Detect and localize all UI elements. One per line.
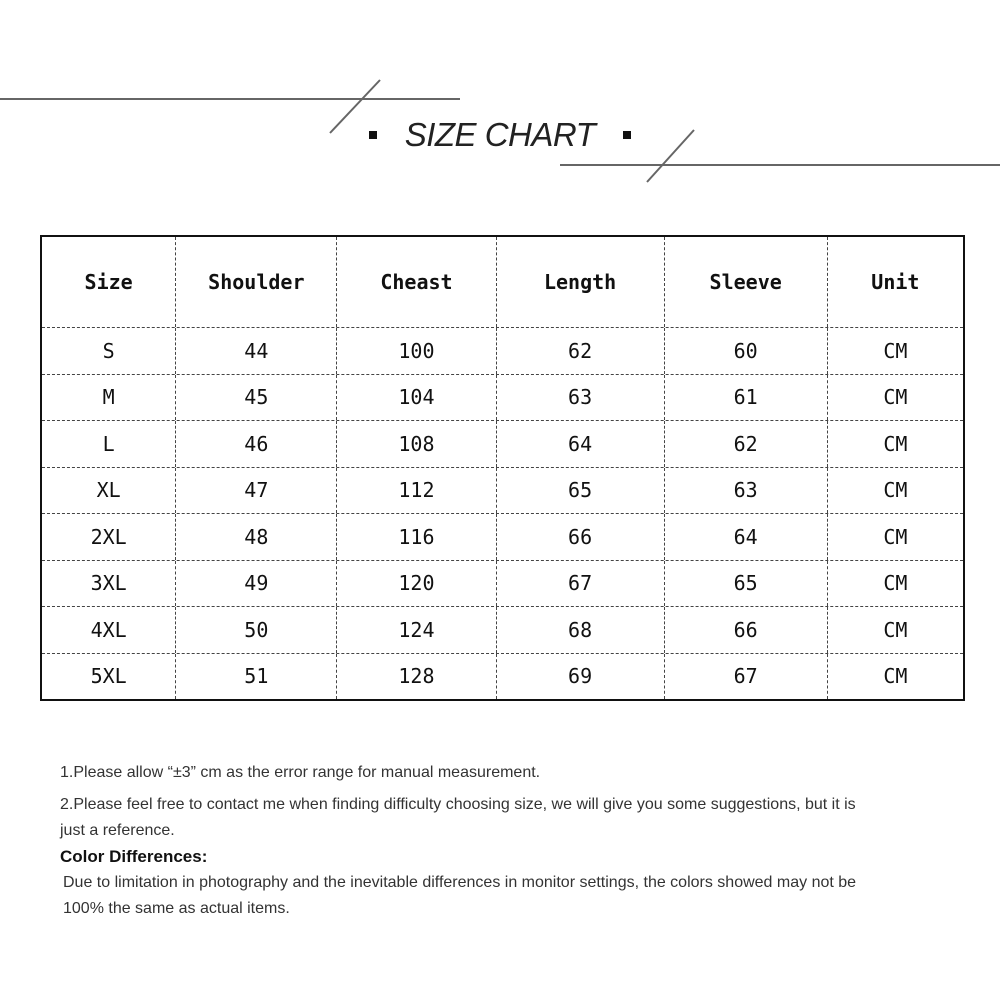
- cell-size: L: [102, 431, 115, 456]
- cell-chest: 108: [336, 421, 495, 467]
- cell-unit: CM: [827, 328, 963, 374]
- column-header-shoulder: Shoulder: [175, 237, 336, 327]
- table-header-row: [42, 237, 963, 327]
- cell-length: 68: [496, 607, 664, 653]
- cell-chest: 112: [336, 468, 495, 514]
- column-header-size: Size: [84, 270, 133, 294]
- table-row: [42, 420, 963, 467]
- cell-unit: CM: [827, 607, 963, 653]
- cell-size: 2XL: [90, 524, 127, 549]
- table-row: [42, 606, 963, 653]
- notes-section: [60, 760, 960, 922]
- cell-chest: 128: [336, 654, 495, 700]
- cell-sleeve: 63: [664, 468, 827, 514]
- cell-length: 69: [496, 654, 664, 700]
- color-differences-heading: Color Differences:: [60, 847, 208, 866]
- cell-shoulder: 47: [175, 468, 336, 514]
- cell-size: XL: [96, 478, 121, 503]
- note-error-range: 1.Please allow “±3” cm as the error range for manual measurement.: [60, 764, 541, 781]
- cell-chest: 100: [336, 328, 495, 374]
- table-row: [42, 513, 963, 560]
- cell-length: 66: [496, 514, 664, 560]
- color-differences-line-1: Due to limitation in photography and the inevitable differences in monitor settings, the colors showed may not be: [63, 874, 857, 891]
- cell-sleeve: 64: [664, 514, 827, 560]
- cell-chest: 124: [336, 607, 495, 653]
- cell-sleeve: 62: [664, 421, 827, 467]
- cell-shoulder: 45: [175, 375, 336, 421]
- cell-shoulder: 50: [175, 607, 336, 653]
- cell-shoulder: 46: [175, 421, 336, 467]
- cell-unit: CM: [827, 375, 963, 421]
- cell-size: S: [102, 338, 115, 363]
- note-contact-line-1: 2.Please feel free to contact me when finding difficulty choosing size, we will give you some suggestions, but it is: [60, 796, 856, 813]
- cell-sleeve: 61: [664, 375, 827, 421]
- cell-size: 3XL: [90, 571, 127, 596]
- note-contact-line-2: just a reference.: [60, 822, 175, 839]
- bullet-square-icon: [369, 131, 377, 139]
- table-row: [42, 327, 963, 374]
- cell-size: 4XL: [90, 617, 127, 642]
- cell-length: 63: [496, 375, 664, 421]
- cell-sleeve: 65: [664, 561, 827, 607]
- cell-length: 62: [496, 328, 664, 374]
- table-row: [42, 374, 963, 421]
- cell-unit: CM: [827, 654, 963, 700]
- column-header-unit: Unit: [827, 237, 963, 327]
- size-chart-table: [40, 235, 965, 701]
- page-title: SIZE CHART: [404, 116, 596, 153]
- bullet-square-icon: [623, 131, 631, 139]
- table-row: [42, 467, 963, 514]
- title-row: [0, 110, 1000, 160]
- cell-chest: 120: [336, 561, 495, 607]
- cell-sleeve: 67: [664, 654, 827, 700]
- cell-unit: CM: [827, 468, 963, 514]
- cell-unit: CM: [827, 421, 963, 467]
- cell-shoulder: 49: [175, 561, 336, 607]
- column-header-length: Length: [496, 237, 664, 327]
- cell-shoulder: 48: [175, 514, 336, 560]
- column-header-sleeve: Sleeve: [664, 237, 827, 327]
- column-header-chest: Cheast: [336, 237, 495, 327]
- cell-sleeve: 66: [664, 607, 827, 653]
- cell-sleeve: 60: [664, 328, 827, 374]
- title-decoration-lines: [0, 0, 1000, 200]
- cell-chest: 104: [336, 375, 495, 421]
- cell-unit: CM: [827, 514, 963, 560]
- cell-shoulder: 51: [175, 654, 336, 700]
- color-differences-line-2: 100% the same as actual items.: [63, 900, 290, 917]
- cell-size: M: [102, 385, 115, 410]
- cell-chest: 116: [336, 514, 495, 560]
- cell-length: 65: [496, 468, 664, 514]
- cell-length: 64: [496, 421, 664, 467]
- cell-unit: CM: [827, 561, 963, 607]
- cell-size: 5XL: [90, 664, 127, 689]
- cell-shoulder: 44: [175, 328, 336, 374]
- cell-length: 67: [496, 561, 664, 607]
- table-row: [42, 560, 963, 607]
- table-row: [42, 653, 963, 700]
